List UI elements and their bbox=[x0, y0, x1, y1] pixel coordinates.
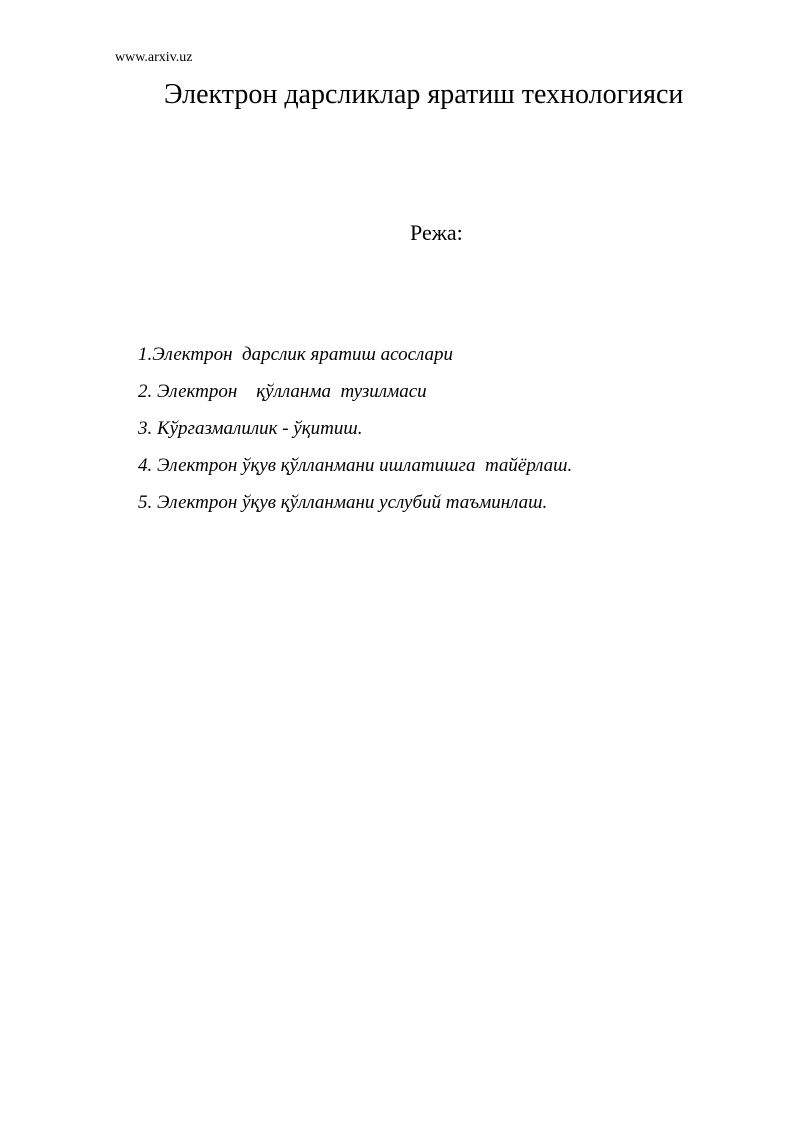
document-title: Электрон дарсликлар яратиш технологияси bbox=[164, 79, 684, 110]
plan-heading: Режа: bbox=[410, 220, 463, 245]
plan-item-2: 2. Электрон қўлланма тузилмаси bbox=[138, 381, 427, 402]
plan-item-5: 5. Электрон ўқув қўлланмани услубий таъминлаш. bbox=[138, 492, 548, 513]
plan-item-4: 4. Электрон ўқув қўлланмани ишлатишга тайёрлаш. bbox=[138, 455, 573, 476]
plan-item-3: 3. Кўргазмалилик - ўқитиш. bbox=[138, 418, 363, 439]
header-url: www.arxiv.uz bbox=[115, 50, 193, 65]
plan-list bbox=[138, 342, 572, 527]
plan-item-1: 1.Электрон дарслик яратиш асослари bbox=[138, 344, 454, 365]
